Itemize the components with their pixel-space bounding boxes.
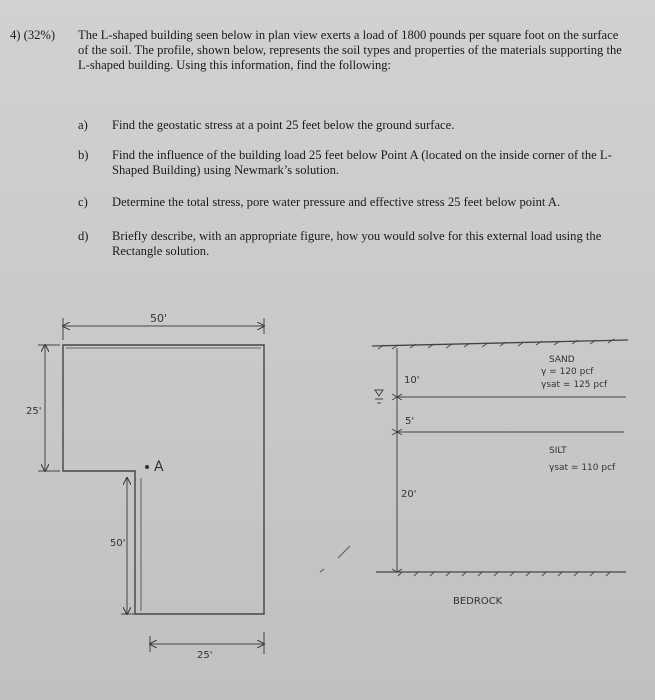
sand-unit-weight: γ = 120 pcf	[541, 367, 594, 377]
layer2-depth-label: 20'	[401, 489, 417, 500]
item-text: Find the geostatic stress at a point 25 feet below the ground surface.	[112, 118, 455, 132]
ground-surface-line	[372, 340, 628, 346]
item-text: Determine the total stress, pore water pressure and effective stress 25 feet below point A.	[112, 195, 561, 209]
water-table-depth-label: 5'	[405, 416, 415, 427]
item-text: Find the influence of the building load 25 feet below Point A (located on the inside corner of the L-Shaped Building) using Newmark’s solution.	[112, 148, 612, 177]
building-inner-outline	[66, 348, 261, 611]
bedrock-label: BEDROCK	[453, 596, 503, 607]
left-dimension-label: 25'	[26, 406, 42, 417]
problem-number: 4) (32%)	[10, 28, 56, 42]
silt-saturated-unit-weight: γsat = 110 pcf	[549, 463, 616, 473]
silt-label: SILT	[549, 446, 567, 456]
bottom-dimension-label: 25'	[197, 650, 213, 661]
stray-pen-mark	[320, 546, 350, 572]
item-letter: d)	[78, 229, 89, 243]
point-a-label: A	[154, 459, 164, 475]
layer1-depth-label: 10'	[404, 375, 420, 386]
sand-saturated-unit-weight: γsat = 125 pcf	[541, 380, 608, 390]
building-outline	[63, 345, 264, 614]
plan-view-diagram	[38, 318, 264, 654]
ground-hatch	[378, 339, 614, 349]
top-dimension-label: 50'	[150, 312, 168, 325]
item-letter: a)	[78, 118, 88, 132]
item-letter: b)	[78, 148, 89, 162]
sand-label: SAND	[549, 355, 575, 365]
point-a-marker	[145, 465, 149, 469]
mid-dimension-label: 50'	[110, 538, 126, 549]
water-table-icon	[375, 390, 383, 403]
item-text: Briefly describe, with an appropriate figure, how you would solve for this external load using the Rectangle solution.	[112, 229, 602, 258]
problem-text: The L-shaped building seen below in plan view exerts a load of 1800 pounds per square foot on the surface of the soil. The profile, shown below, represents the soil types and properties of the materials supporting the L-shaped building. Using this information, find the following:	[78, 28, 622, 72]
item-letter: c)	[78, 195, 88, 209]
